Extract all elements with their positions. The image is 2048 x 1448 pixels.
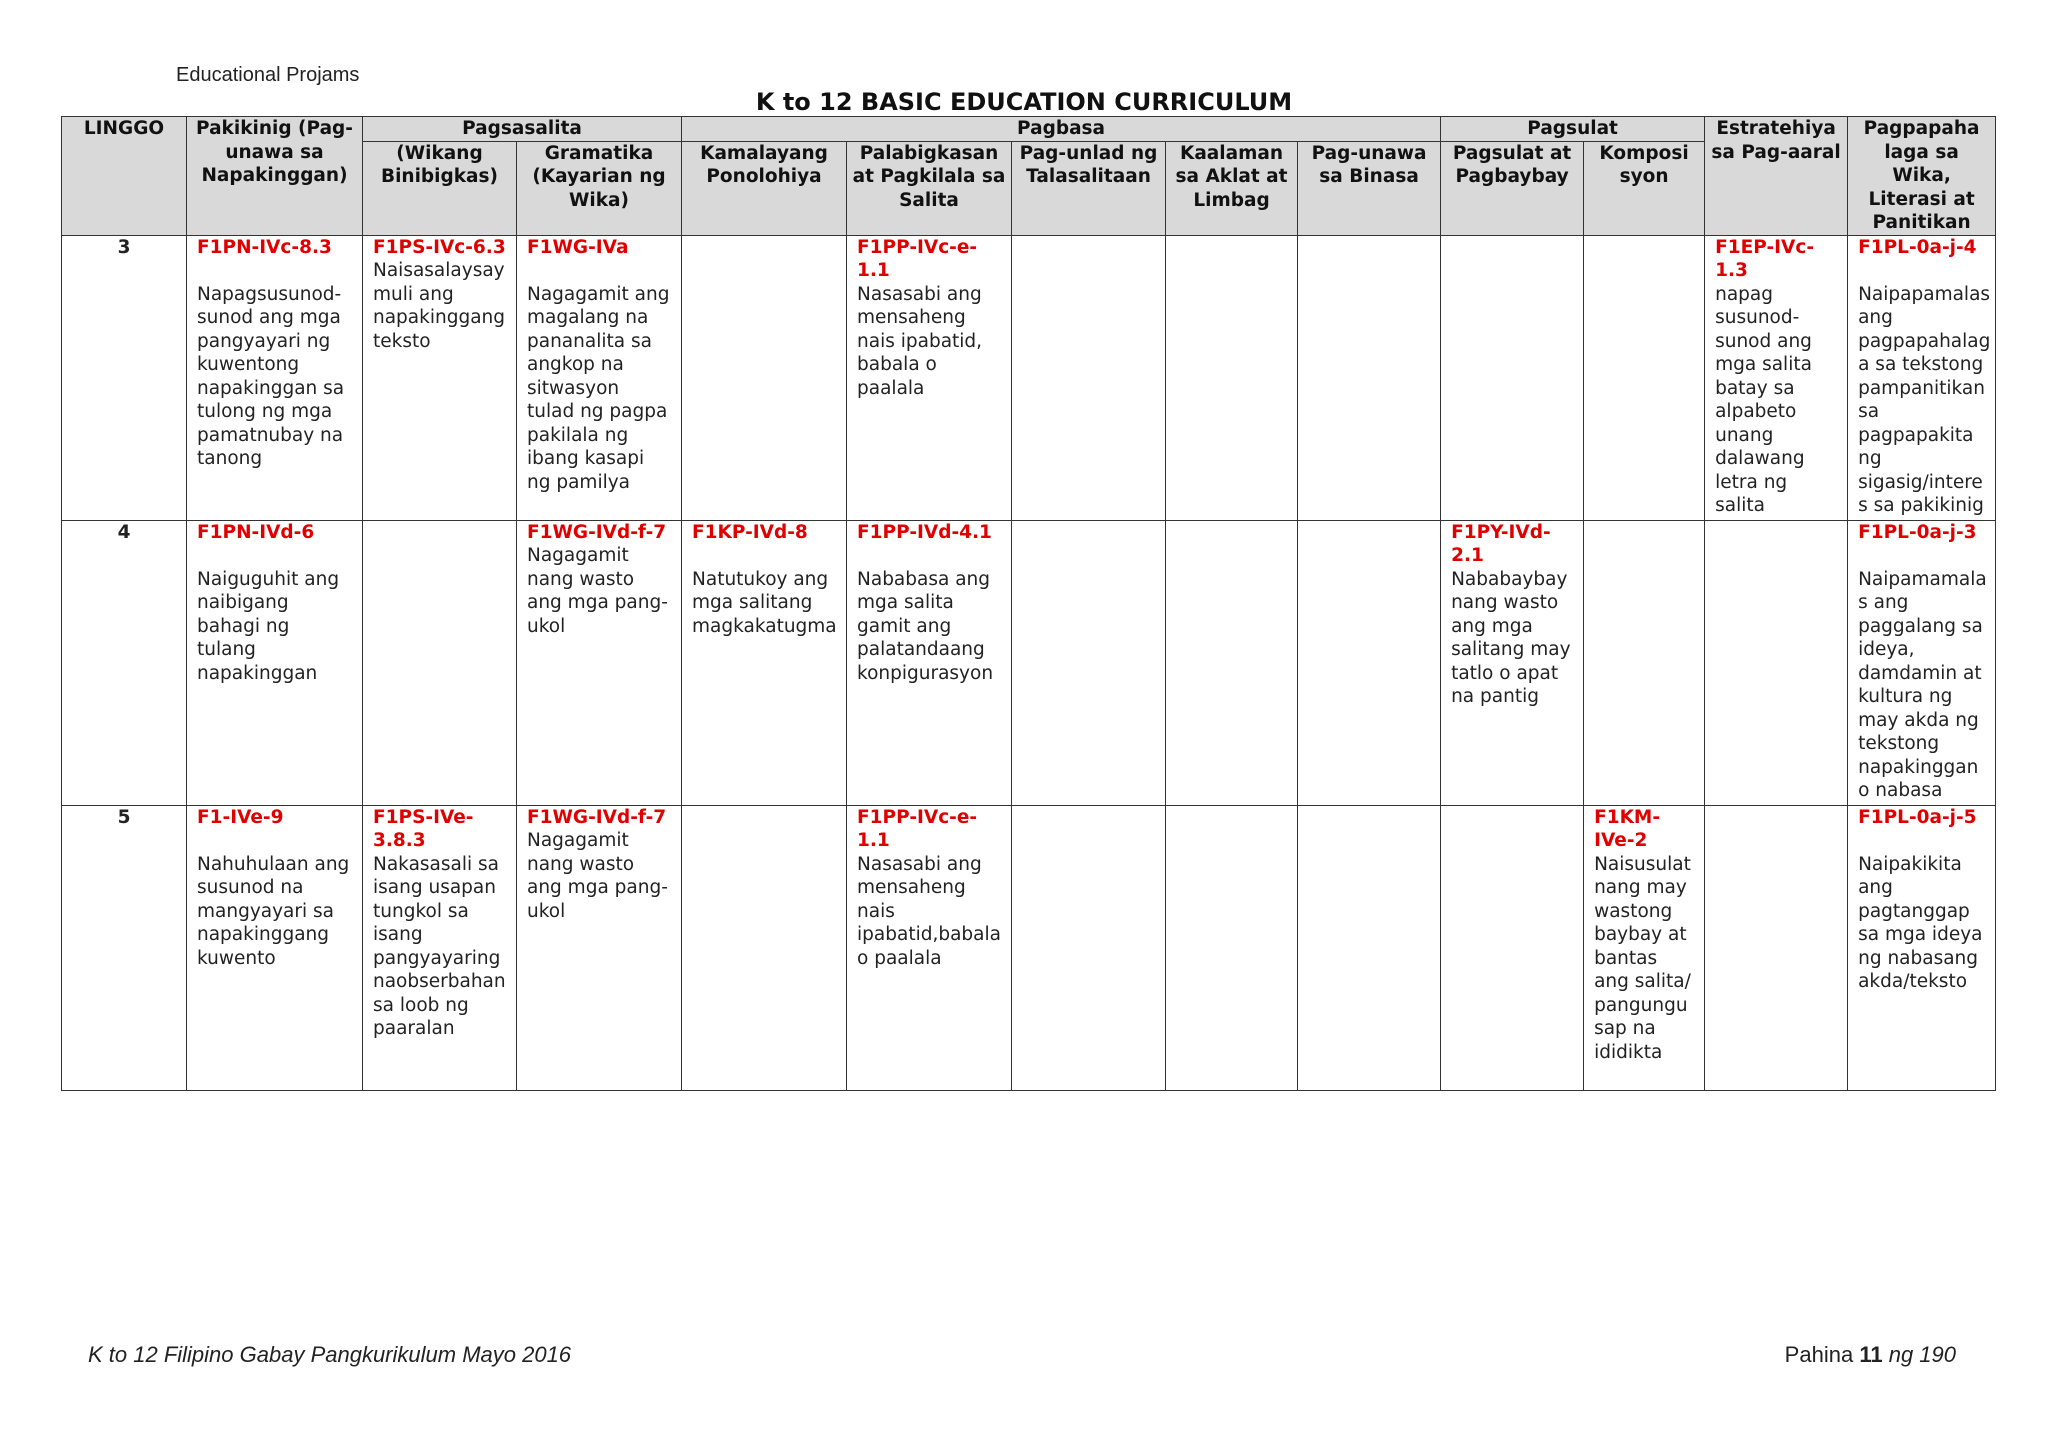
cell-pag-unlad bbox=[1012, 805, 1166, 1090]
curriculum-table bbox=[61, 116, 1996, 1091]
cell-palabigkasan bbox=[847, 235, 1012, 520]
cell-pagsasalita bbox=[363, 805, 517, 1090]
cell-pagpapahalaga bbox=[1848, 235, 1996, 520]
competency-description: Naipamamala s ang paggalang sa ideya, damdamin at kultura ng may akda ng tekstong napakinggan o nabasa bbox=[1858, 568, 1987, 801]
cell-pagbaybay bbox=[1441, 520, 1584, 805]
header-pag-unawa: Pag-unawa sa Binasa bbox=[1298, 141, 1441, 235]
competency-description: Nagagamit nang wasto ang mga pang-ukol bbox=[527, 830, 668, 922]
competency-code: F1PS-IVc-6.3 bbox=[373, 236, 506, 258]
footer-page-info bbox=[1785, 1342, 1956, 1368]
competency-description: napag susunod-sunod ang mga salita batay sa alpabeto unang dalawang letra ng salita bbox=[1715, 283, 1812, 516]
cell-pag-unlad bbox=[1012, 520, 1166, 805]
competency-description: Nababasa ang mga salita gamit ang palatandaang konpigurasyon bbox=[857, 568, 994, 684]
header-pag-unlad: Pag-unlad ng Talasalitaan bbox=[1012, 141, 1166, 235]
page-title: K to 12 BASIC EDUCATION CURRICULUM bbox=[755, 88, 1293, 116]
competency-code: F1PN-IVc-8.3 bbox=[197, 236, 332, 258]
cell-gramatika bbox=[517, 805, 682, 1090]
footer-title: K to 12 Filipino Gabay Pangkurikulum Mayo 2016 bbox=[88, 1342, 572, 1367]
header-pakikinig: Pakikinig (Pag-unawa sa Napakinggan) bbox=[187, 117, 363, 236]
competency-code: F1EP-IVc-1.3 bbox=[1715, 236, 1814, 281]
cell-pagpapahalaga bbox=[1848, 520, 1996, 805]
competency-description: Nababaybay nang wasto ang mga salitang may tatlo o apat na pantig bbox=[1451, 568, 1571, 707]
competency-code: F1KP-IVd-8 bbox=[692, 521, 808, 543]
competency-code: F1PP-IVd-4.1 bbox=[857, 521, 992, 543]
cell-kamalayang bbox=[682, 235, 847, 520]
competency-description: Napagsusunod-sunod ang mga pangyayari ng kuwentong napakinggan sa tulong ng mga pamatnubay na tanong bbox=[197, 283, 345, 469]
table-row bbox=[62, 520, 1996, 805]
cell-kaalaman bbox=[1166, 520, 1298, 805]
competency-description: Naipakikita ang pagtanggap sa mga ideya ng nabasang akda/teksto bbox=[1858, 853, 1983, 992]
header-pagsulat-pagbaybay: Pagsulat at Pagbaybay bbox=[1441, 141, 1584, 235]
competency-description: Nasasabi ang mensaheng nais ipabatid,babala o paalala bbox=[857, 853, 1001, 969]
cell-estratehiya bbox=[1705, 235, 1848, 520]
cell-gramatika bbox=[517, 235, 682, 520]
header-pagsasalita: Pagsasalita bbox=[363, 117, 682, 142]
cell-komposisyon bbox=[1584, 235, 1705, 520]
competency-description: Natutukoy ang mga salitang magkakatugma bbox=[692, 568, 837, 637]
header-pagbasa: Pagbasa bbox=[682, 117, 1441, 142]
competency-code: F1PL-0a-j-4 bbox=[1858, 236, 1977, 258]
header-pagpapahalaga: Pagpapaha laga sa Wika, Literasi at Panitikan bbox=[1848, 117, 1996, 236]
header-kamalayang-ponolohiya: Kamalayang Ponolohiya bbox=[682, 141, 847, 235]
cell-komposisyon bbox=[1584, 520, 1705, 805]
competency-description: Nagagamit nang wasto ang mga pang-ukol bbox=[527, 545, 668, 637]
cell-pag-unawa bbox=[1298, 805, 1441, 1090]
cell-pakikinig bbox=[187, 805, 363, 1090]
cell-kaalaman bbox=[1166, 805, 1298, 1090]
header-note: Educational Projams bbox=[176, 64, 360, 86]
competency-code: F1PL-0a-j-5 bbox=[1858, 806, 1977, 828]
page-total: ng 190 bbox=[1888, 1342, 1956, 1367]
cell-palabigkasan bbox=[847, 805, 1012, 1090]
competency-description: Nahuhulaan ang susunod na mangyayari sa napakinggang kuwento bbox=[197, 853, 350, 969]
cell-kaalaman bbox=[1166, 235, 1298, 520]
competency-description: Nagagamit ang magalang na pananalita sa angkop na sitwasyon tulad ng pagpa pakilala ng ibang kasapi ng pamilya bbox=[527, 283, 670, 493]
competency-description: Nakasasali sa isang usapan tungkol sa isang pangyayaring naobserbahan sa loob ng paaralan bbox=[373, 853, 506, 1039]
header-estratehiya: Estratehiya sa Pag-aaral bbox=[1705, 117, 1848, 236]
cell-pagbaybay bbox=[1441, 805, 1584, 1090]
week-number: 3 bbox=[62, 235, 187, 520]
competency-description: Naisasalaysay muli ang napakinggang teksto bbox=[373, 260, 506, 352]
competency-code: F1PP-IVc-e-1.1 bbox=[857, 236, 978, 281]
competency-description: Naisusulat nang may wastong baybay at bantas ang salita/ pangungu sap na ididikta bbox=[1594, 853, 1691, 1063]
competency-code: F1KM-IVe-2 bbox=[1594, 806, 1661, 851]
competency-code: F1PP-IVc-e-1.1 bbox=[857, 806, 978, 851]
page-word: Pahina bbox=[1784, 1342, 1854, 1367]
cell-komposisyon bbox=[1584, 805, 1705, 1090]
competency-code: F1-IVe-9 bbox=[197, 806, 284, 828]
week-number: 5 bbox=[62, 805, 187, 1090]
cell-pag-unawa bbox=[1298, 235, 1441, 520]
competency-code: F1PY-IVd-2.1 bbox=[1451, 521, 1551, 566]
cell-pagsasalita bbox=[363, 520, 517, 805]
header-wikang-binibigkas: (Wikang Binibigkas) bbox=[363, 141, 517, 235]
header-komposisyon: Komposi syon bbox=[1584, 141, 1705, 235]
cell-kamalayang bbox=[682, 805, 847, 1090]
header-pagsulat: Pagsulat bbox=[1441, 117, 1705, 142]
cell-gramatika bbox=[517, 520, 682, 805]
competency-code: F1WG-IVd-f-7 bbox=[527, 806, 667, 828]
table-row bbox=[62, 235, 1996, 520]
header-palabigkasan: Palabigkasan at Pagkilala sa Salita bbox=[847, 141, 1012, 235]
table-row bbox=[62, 805, 1996, 1090]
cell-pakikinig bbox=[187, 520, 363, 805]
cell-kamalayang bbox=[682, 520, 847, 805]
cell-estratehiya bbox=[1705, 520, 1848, 805]
cell-palabigkasan bbox=[847, 520, 1012, 805]
page-number: 11 bbox=[1859, 1342, 1883, 1367]
cell-estratehiya bbox=[1705, 805, 1848, 1090]
header-kaalaman: Kaalaman sa Aklat at Limbag bbox=[1166, 141, 1298, 235]
header-gramatika: Gramatika (Kayarian ng Wika) bbox=[517, 141, 682, 235]
cell-pagbaybay bbox=[1441, 235, 1584, 520]
cell-pagpapahalaga bbox=[1848, 805, 1996, 1090]
competency-code: F1PS-IVe-3.8.3 bbox=[373, 806, 474, 851]
week-number: 4 bbox=[62, 520, 187, 805]
competency-code: F1PN-IVd-6 bbox=[197, 521, 315, 543]
competency-code: F1WG-IVa bbox=[527, 236, 629, 258]
competency-code: F1WG-IVd-f-7 bbox=[527, 521, 667, 543]
cell-pagsasalita bbox=[363, 235, 517, 520]
cell-pakikinig bbox=[187, 235, 363, 520]
competency-description: Nasasabi ang mensaheng nais ipabatid, babala o paalala bbox=[857, 283, 983, 399]
header-linggo: LINGGO bbox=[62, 117, 187, 236]
competency-description: Naiguguhit ang naibigang bahagi ng tulang napakinggan bbox=[197, 568, 340, 684]
cell-pag-unawa bbox=[1298, 520, 1441, 805]
cell-pag-unlad bbox=[1012, 235, 1166, 520]
competency-description: Naipapamalas ang pagpapahalag a sa tekstong pampanitikan sa pagpapakita ng sigasig/intere s sa pakikinig bbox=[1858, 283, 1991, 516]
competency-code: F1PL-0a-j-3 bbox=[1858, 521, 1977, 543]
